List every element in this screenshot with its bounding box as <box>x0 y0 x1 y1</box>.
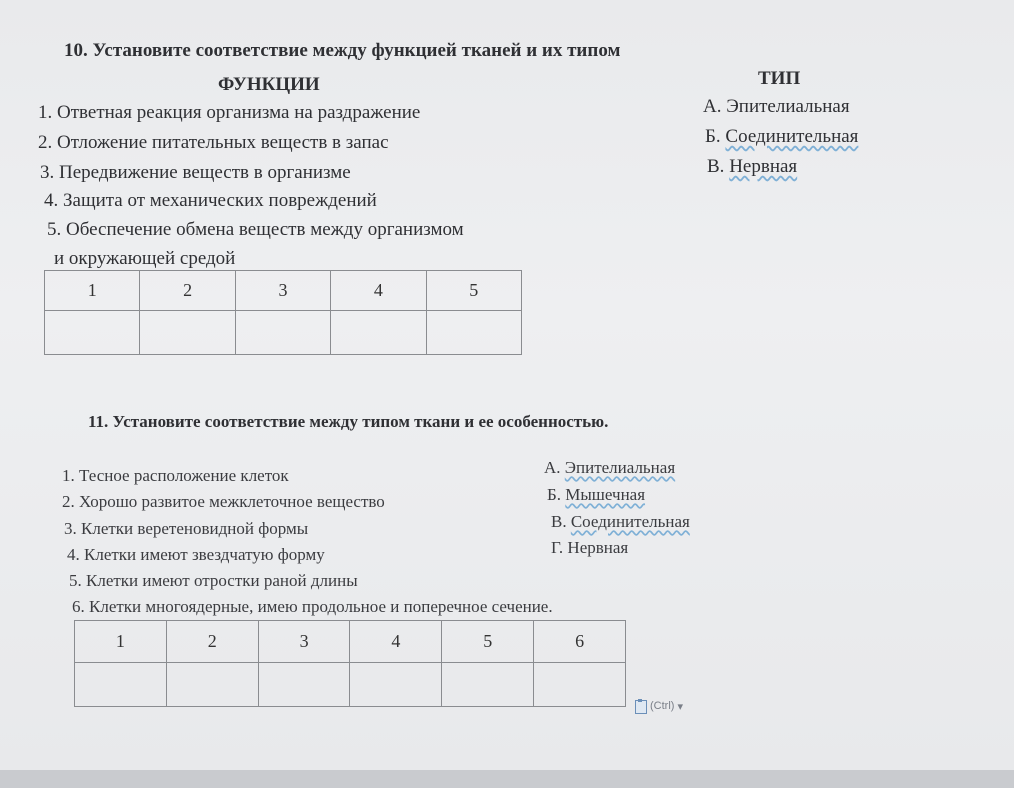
table10-header-3: 3 <box>235 271 330 311</box>
type11-g <box>551 538 628 558</box>
feature-item-4: 4. Клетки имеют звездчатую форму <box>67 545 325 564</box>
table11-answer-cell[interactable] <box>166 663 258 707</box>
function-item-4: 4. Защита от механических повреждений <box>44 190 377 211</box>
table10-answer-cell[interactable] <box>140 311 235 355</box>
function-item-5-cont: и окружающей средой <box>54 248 236 269</box>
table11-answer-cell[interactable] <box>258 663 350 707</box>
type11-b-label: Мышечная <box>565 485 646 504</box>
table11-header-5: 5 <box>442 621 534 663</box>
functions-heading: ФУНКЦИИ <box>218 74 320 95</box>
task11-title: 11. Установите соответствие между типом ткани и ее особенностью. <box>88 412 609 431</box>
paste-options-label: (Ctrl) <box>650 700 675 712</box>
chevron-down-icon: ▾ <box>677 700 683 713</box>
type-a-label: Эпителиальная <box>726 96 850 117</box>
type-b <box>705 126 858 148</box>
table11-answer-cell[interactable] <box>75 663 167 707</box>
type-b-prefix: Б. <box>705 126 721 147</box>
table10-answer-cell[interactable] <box>45 311 140 355</box>
type-v-label: Нервная <box>729 156 798 177</box>
table11-header-2: 2 <box>166 621 258 663</box>
answer-table-10 <box>44 270 522 355</box>
feature-item-2: 2. Хорошо развитое межклеточное вещество <box>62 492 385 511</box>
type-a-prefix: А. <box>703 96 722 117</box>
table10-header-5: 5 <box>426 271 521 311</box>
feature-item-6: 6. Клетки многоядерные, имею продольное и поперечное сечение. <box>72 597 553 616</box>
type11-a <box>544 458 675 478</box>
feature-item-1: 1. Тесное расположение клеток <box>62 466 289 485</box>
type-b-label: Соединительная <box>725 126 859 147</box>
table11-header-1: 1 <box>75 621 167 663</box>
type11-a-label: Эпителиальная <box>564 458 676 477</box>
table11-header-6: 6 <box>534 621 626 663</box>
table11-answer-cell[interactable] <box>534 663 626 707</box>
function-item-3: 3. Передвижение веществ в организме <box>40 162 351 183</box>
paste-options-button[interactable] <box>633 699 683 713</box>
table10-answer-cell[interactable] <box>235 311 330 355</box>
function-item-1: 1. Ответная реакция организма на раздражение <box>38 102 421 123</box>
type-a <box>703 96 850 118</box>
table11-answer-cell[interactable] <box>442 663 534 707</box>
type11-g-prefix: Г. <box>551 538 564 557</box>
screen-bottom-edge <box>0 770 1014 788</box>
type11-b-prefix: Б. <box>547 485 562 504</box>
feature-item-3: 3. Клетки веретеновидной формы <box>64 519 309 538</box>
table10-answer-cell[interactable] <box>331 311 426 355</box>
type11-v-prefix: В. <box>551 512 567 531</box>
type11-b <box>547 485 645 505</box>
function-item-5: 5. Обеспечение обмена веществ между организмом <box>47 219 464 240</box>
table10-header-4: 4 <box>331 271 426 311</box>
table10-answer-cell[interactable] <box>426 311 521 355</box>
type11-g-label: Нервная <box>567 538 629 557</box>
answer-table-11 <box>74 620 626 707</box>
type11-v-label: Соединительная <box>570 512 690 531</box>
table11-answer-cell[interactable] <box>350 663 442 707</box>
function-item-2: 2. Отложение питательных веществ в запас <box>38 132 389 153</box>
type11-v <box>551 512 690 532</box>
type11-a-prefix: А. <box>544 458 561 477</box>
task10-title: 10. Установите соответствие между функцией тканей и их типом <box>64 40 621 61</box>
table10-header-2: 2 <box>140 271 235 311</box>
feature-item-5: 5. Клетки имеют отростки раной длины <box>69 571 358 590</box>
table10-header-1: 1 <box>45 271 140 311</box>
type-v <box>707 156 797 178</box>
table11-header-3: 3 <box>258 621 350 663</box>
clipboard-icon <box>633 699 647 713</box>
table11-header-4: 4 <box>350 621 442 663</box>
type-v-prefix: В. <box>707 156 725 177</box>
types-heading: ТИП <box>758 68 801 89</box>
